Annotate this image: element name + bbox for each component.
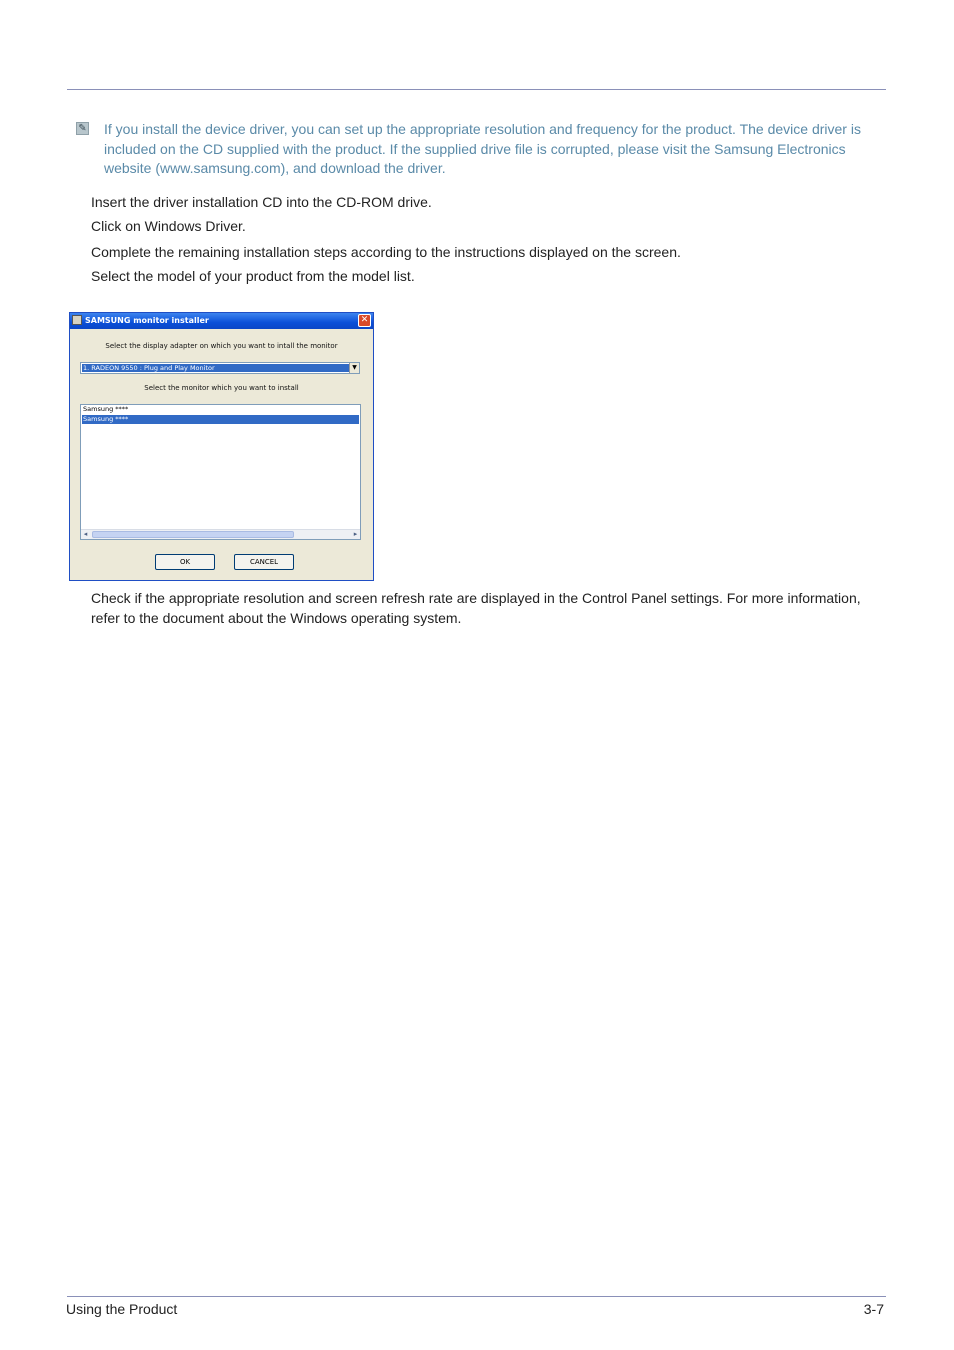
installer-dialog bbox=[69, 312, 374, 581]
step-click-driver: Click on Windows Driver. bbox=[91, 218, 246, 234]
scroll-thumb[interactable] bbox=[92, 531, 294, 538]
app-monitor-icon bbox=[72, 315, 82, 325]
list-item[interactable]: Samsung **** bbox=[83, 405, 129, 413]
list-item-selected[interactable]: Samsung **** bbox=[82, 415, 359, 424]
step-select-model: Select the model of your product from the model list. bbox=[91, 268, 415, 284]
page-number: 3-7 bbox=[863, 1301, 884, 1317]
step-check-resolution: Check if the appropriate resolution and screen refresh rate are displayed in the Control Panel settings. For more information, refer to the document about the Windows operating system. bbox=[91, 590, 861, 626]
footer-rule bbox=[67, 1296, 886, 1297]
cancel-button[interactable]: CANCEL bbox=[234, 554, 294, 570]
step-complete-install: Complete the remaining installation steps according to the instructions displayed on the screen. bbox=[91, 244, 681, 260]
step-insert-cd: Insert the driver installation CD into the CD-ROM drive. bbox=[91, 194, 432, 210]
adapter-select[interactable] bbox=[80, 362, 360, 374]
note-pencil-icon: ✎ bbox=[76, 122, 89, 135]
note-text: If you install the device driver, you can set up the appropriate resolution and frequency for the product. The device driver is included on the CD supplied with the product. If the supplied drive file is corrupted, please visit the Samsung Electronics website (www.samsung.com), and download the driver. bbox=[104, 121, 861, 176]
scroll-right-icon[interactable]: ▸ bbox=[353, 530, 358, 538]
close-button[interactable]: ✕ bbox=[358, 314, 371, 327]
header-rule bbox=[67, 89, 886, 90]
horizontal-scrollbar[interactable] bbox=[81, 529, 360, 539]
adapter-prompt: Select the display adapter on which you want to intall the monitor bbox=[105, 342, 338, 350]
scroll-left-icon[interactable]: ◂ bbox=[83, 530, 88, 538]
monitor-prompt: Select the monitor which you want to install bbox=[144, 384, 299, 392]
monitor-list[interactable] bbox=[80, 404, 361, 540]
dialog-titlebar[interactable] bbox=[70, 313, 373, 329]
footer-section: Using the Product bbox=[66, 1301, 178, 1317]
chevron-down-icon[interactable]: ▼ bbox=[349, 363, 359, 373]
adapter-selected-value: 1. RADEON 9550 : Plug and Play Monitor bbox=[82, 364, 350, 372]
ok-button[interactable]: OK bbox=[155, 554, 215, 570]
dialog-title: SAMSUNG monitor installer bbox=[85, 316, 209, 325]
